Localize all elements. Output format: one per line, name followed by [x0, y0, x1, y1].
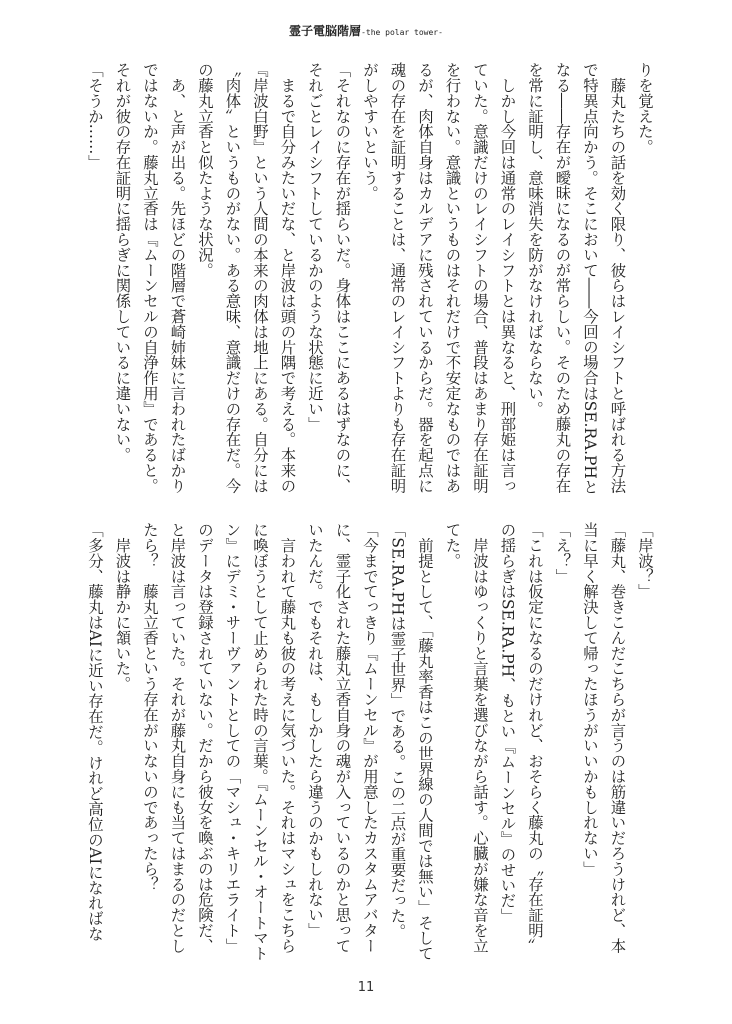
text-column: と岸波は言っていた。それが藤丸自身にも当てはまるのだとし — [168, 522, 187, 954]
text-column: 藤丸たちの話を効く限り、彼らはレイシフトと呼ばれる方法 — [608, 62, 627, 494]
text-column: しかし今回は通常のレイシフトとは異なると、刑部姫は言っ — [498, 62, 517, 494]
text-column: ン』にデミ・サーヴァントとしての「マシュ・キリエライト」 — [223, 522, 242, 954]
text-column: まるで自分みたいだな、と岸波は頭の片隅で考える。本来の — [278, 62, 297, 494]
text-column: 「これは仮定になるのだけれど、おそらく藤丸の〝存在証明〟 — [526, 522, 544, 954]
text-column: 「SE.RA.PHは霊子世界」である。この二点が重要だった。 — [388, 522, 407, 939]
text-column: たら？ 藤丸立香という存在がいないのであったら？ — [141, 522, 159, 892]
text-column: 岸波はゆっくりと言葉を選びながら話す。心臓が嫌な音を立 — [471, 522, 489, 954]
text-column: あ、と声が出る。先ほどの階層で蒼崎姉妹に言われたばかり — [168, 62, 187, 494]
text-column: 岸波は静かに頷いた。 — [113, 522, 132, 692]
text-column: 「岸波？」 — [636, 522, 654, 599]
text-block-bottom — [80, 522, 658, 967]
text-column: 「今までてっきり『ムーンセル』が用意したカスタムアバター — [361, 522, 379, 954]
text-column: 「え？」 — [553, 522, 572, 584]
text-column: 「藤丸、巻きこんだこちらが言うのは筋違いだろうけれど、本 — [608, 522, 627, 954]
text-column: 言われて藤丸も彼の考えに気づいた。それはマシュをこちら — [278, 522, 297, 954]
text-column: で特異点向かう。そこにおいて――今回の場合はSE.RA.PHと — [581, 62, 599, 495]
text-column: それが彼の存在証明に揺らぎに関係しているに違いない。 — [113, 62, 132, 463]
running-header — [0, 22, 732, 39]
text-column: 魂の存在を証明することは、通常のレイシフトよりも存在証明 — [388, 62, 407, 494]
text-column: を行わない。意識というものはそれだけで不安定なものではあ — [443, 62, 462, 494]
text-column: るが、肉体自身はカルデアに残されているからだ。器を起点に — [416, 62, 434, 494]
header-title: 霊子電脳階層 — [289, 24, 362, 38]
text-column: がしやすいという。 — [361, 62, 379, 201]
text-column: いたんだ。でもそれは、もしかしたら違うのかもしれない」 — [306, 522, 324, 938]
text-column: それごとレイシフトしているかのような状態に近い」 — [306, 62, 324, 432]
text-column: 「それなのに存在が揺らいだ。身体はここにあるはずなのに、 — [333, 62, 352, 494]
text-column: 前提として、「藤丸率香はこの世界線の人間では無い」そして — [416, 522, 434, 961]
text-column: の藤丸立香と似たような状況。 — [196, 62, 214, 278]
text-column: に、霊子化された藤丸立香自身の魂が入っているのかと思って — [333, 522, 352, 954]
text-column: 当に早く解決して帰ったほうがいいかもしれない」 — [581, 522, 599, 877]
text-column: ではないか。藤丸立香は『ムーンセルの自浄作用』であると。 — [141, 62, 159, 494]
text-column: のデータは登録されていない。だから彼女を喚ぶのは危険だ、 — [196, 522, 214, 954]
page-number: 11 — [357, 980, 375, 995]
header-subtitle: -the polar tower- — [361, 28, 443, 37]
text-column: に喚ぼうとして止められた時の言葉。『ムーンセル・オートマト — [251, 522, 269, 961]
text-column: を常に証明し、意味消失を防がなければならない。 — [526, 62, 544, 417]
text-column: 『岸波白野』という人間の本来の肉体は地上にある。自分には — [251, 62, 269, 494]
text-column: てた。 — [443, 522, 462, 569]
text-column: 〝肉体〟というものがない。ある意味、意識だけの存在だ。今 — [223, 62, 242, 494]
text-column: なる――存在が曖昧になるのが常らしい。そのため藤丸の存在 — [553, 62, 572, 494]
text-column: の揺らぎはSE.RA.PH、もとい『ムーンセル』のせいだ」 — [498, 522, 517, 924]
text-column: りを覚えた。 — [636, 62, 654, 155]
text-column: 「多分、藤丸はAIに近い存在だ。けれど高位のAIになればな — [86, 522, 104, 942]
text-block-top — [80, 62, 658, 502]
text-column: ていた。意識だけのレイシフトの場合、普段はあまり存在証明 — [471, 62, 489, 494]
text-column: 「そうか……」 — [86, 62, 104, 170]
